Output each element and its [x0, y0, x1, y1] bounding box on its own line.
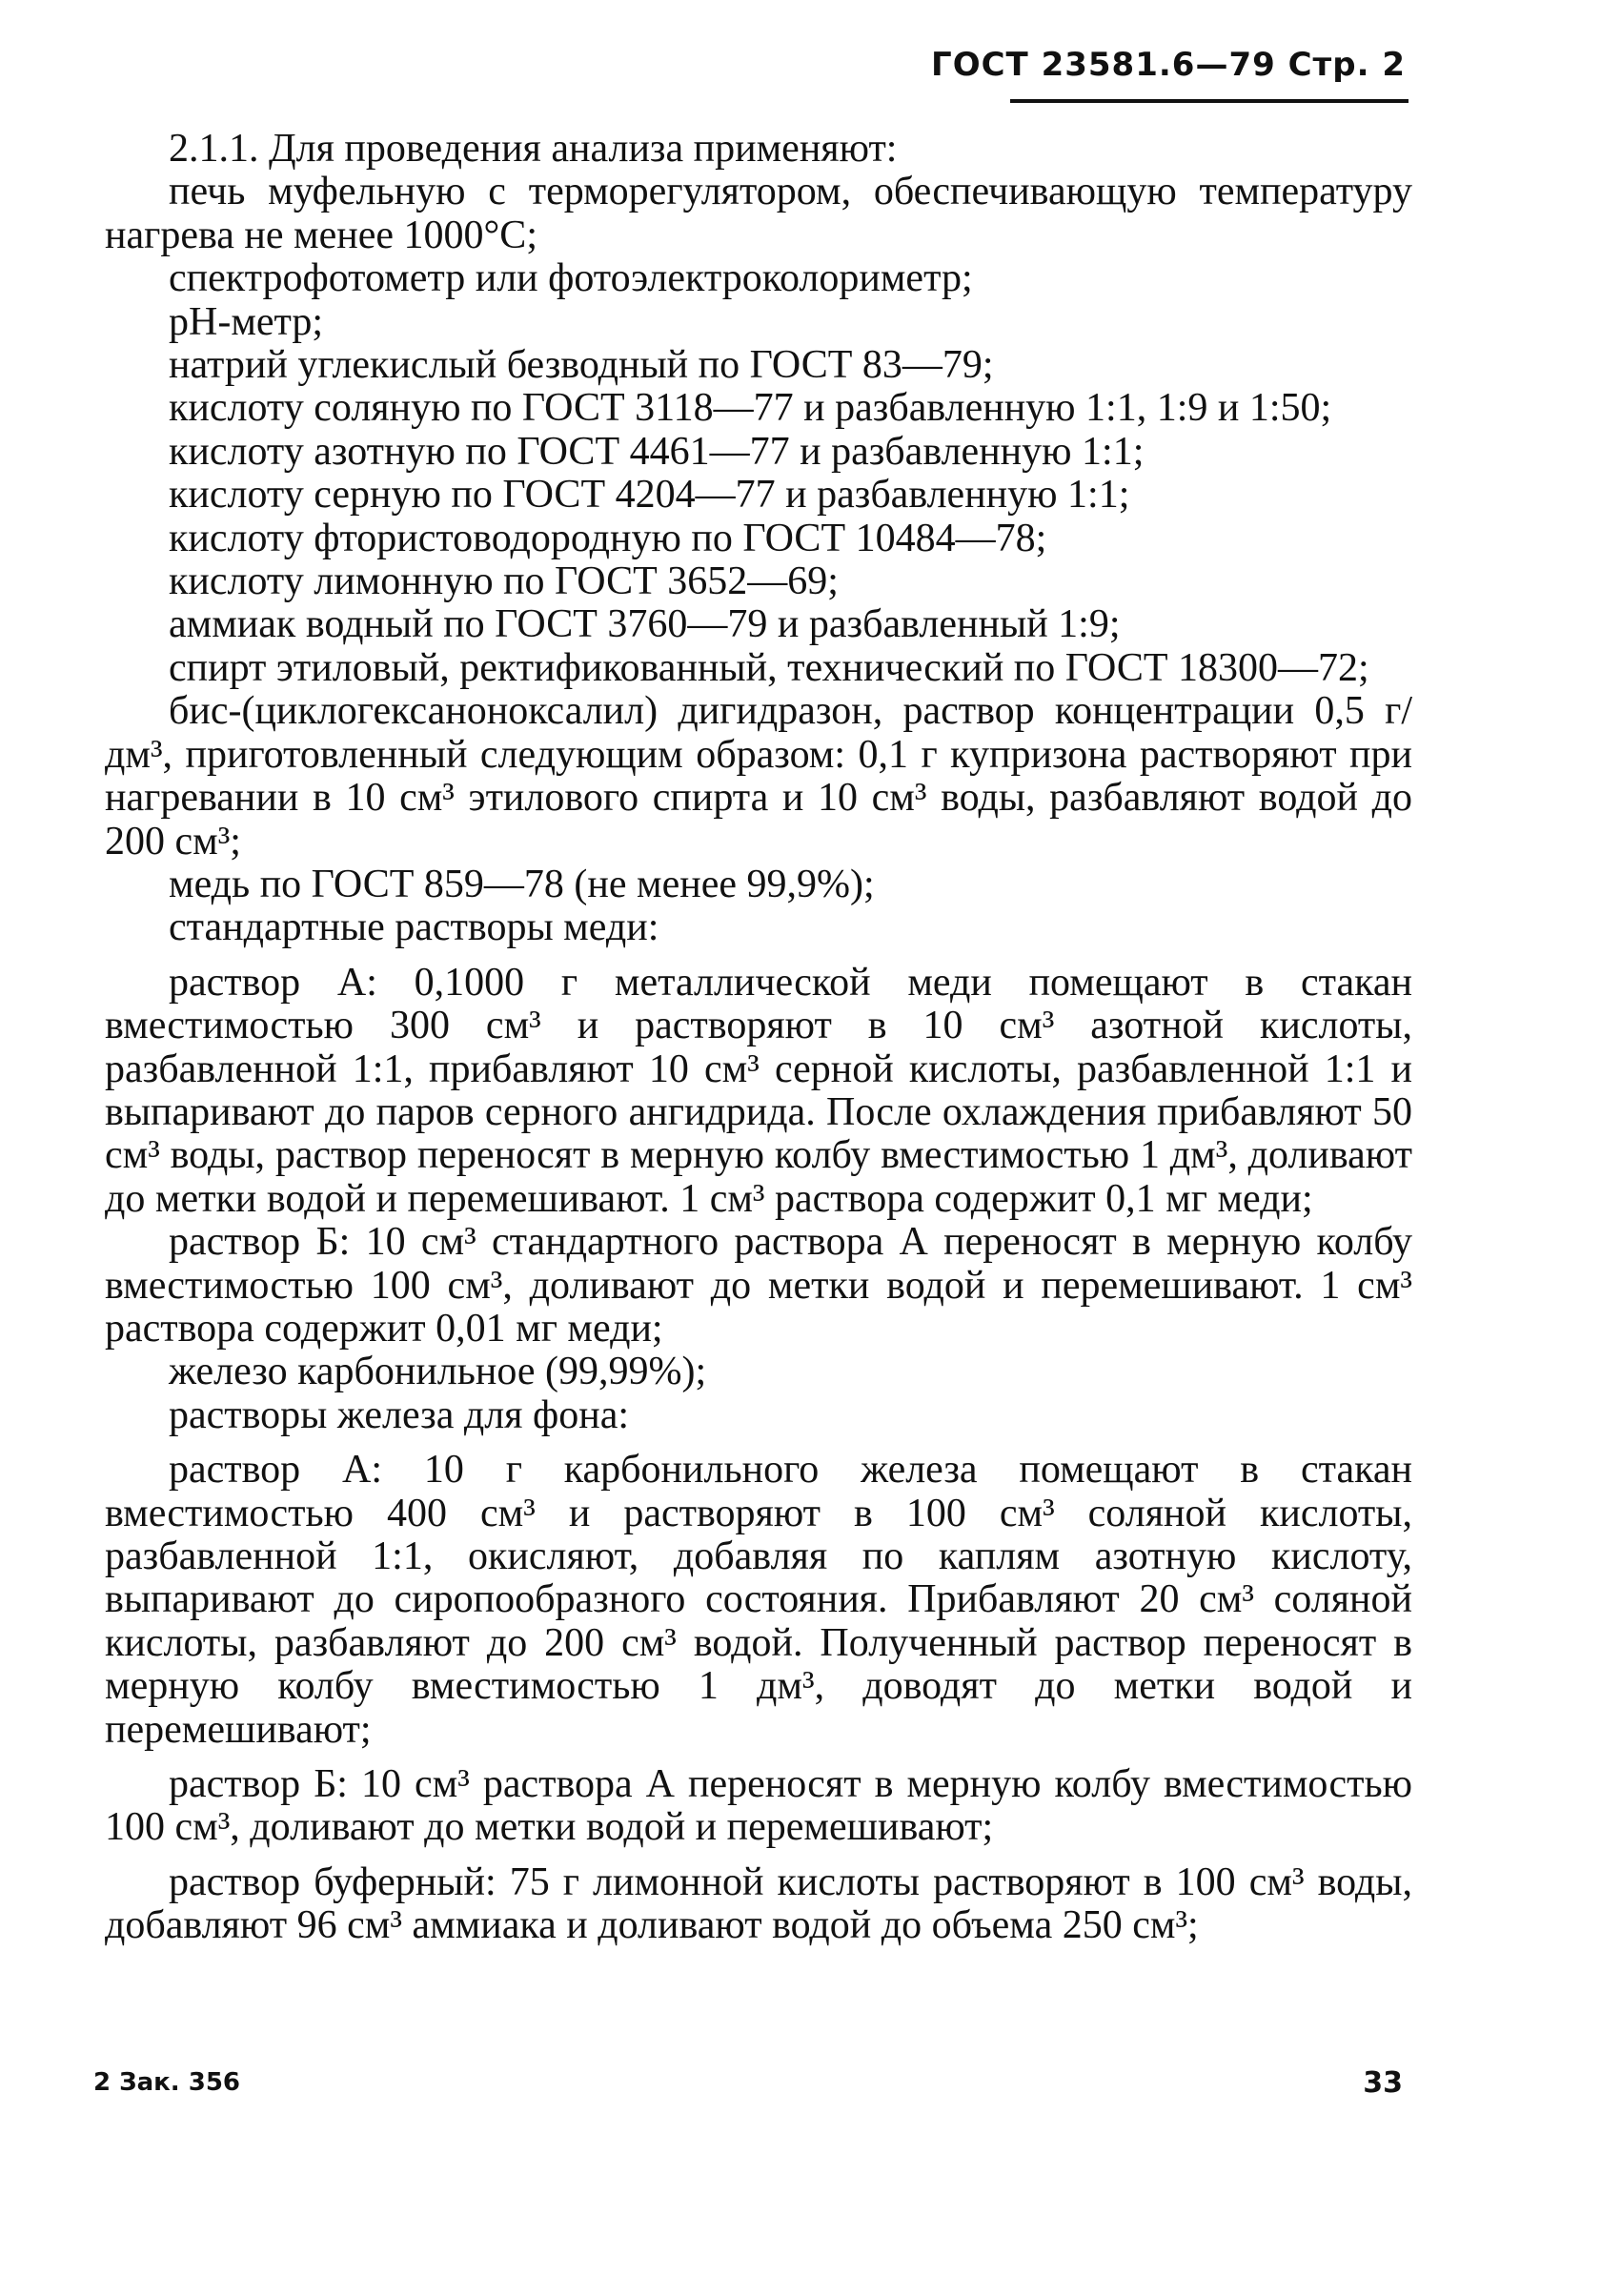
- list-item: аммиак водный по ГОСТ 3760—79 и разбавленный 1:9;: [169, 602, 1121, 647]
- list-item: спирт этиловый, ректификованный, технический по ГОСТ 18300—72;: [169, 645, 1369, 690]
- list-item: медь по ГОСТ 859—78 (не менее 99,9%);: [169, 862, 875, 906]
- running-header: ГОСТ 23581.6—79 Стр. 2: [931, 46, 1406, 84]
- list-item: рН-метр;: [169, 299, 324, 344]
- page-number: 33: [1363, 2066, 1403, 2100]
- list-item: кислоту азотную по ГОСТ 4461—77 и разбавленную 1:1;: [169, 429, 1145, 474]
- list-item: кислоту соляную по ГОСТ 3118—77 и разбавленную 1:1, 1:9 и 1:50;: [169, 386, 1332, 431]
- list-item: кислоту серную по ГОСТ 4204—77 и разбавленную 1:1;: [169, 473, 1130, 518]
- list-item: раствор А: 10 г карбонильного железа помещают в стакан вместимостью 400 см³ и растворяют в 100 см³ соляной кислоты, разбавленной 1:1, окисляют, добавляя по каплям азотную кислоту, выпаривают до сиропообразного состояния. Прибавляют 20 см³ соляной кислоты, разбавляют до 200 см³ водой. Полученный раствор переносят в мерную колбу вместимостью 1 дм³, доводят до метки водой и перемешивают;: [105, 1448, 1412, 1752]
- list-item: железо карбонильное (99,99%);: [169, 1350, 707, 1394]
- list-item: спектрофотометр или фотоэлектроколориметр;: [169, 256, 973, 301]
- document-body: [105, 128, 1412, 1948]
- list-item: растворы железа для фона:: [169, 1392, 629, 1437]
- header-rule: [1010, 99, 1408, 103]
- list-item: стандартные растворы меди:: [169, 905, 659, 950]
- list-item: печь муфельную с терморегулятором, обеспечивающую температуру нагрева не менее 1000°С;: [105, 170, 1412, 257]
- list-item: кислоту лимонную по ГОСТ 3652—69;: [169, 559, 839, 604]
- list-item: раствор Б: 10 см³ раствора А переносят в мерную колбу вместимостью 100 см³, доливают до метки водой и перемешивают;: [105, 1762, 1412, 1850]
- list-item: раствор А: 0,1000 г металлической меди помещают в стакан вместимостью 300 см³ и растворяют в 10 см³ азотной кислоты, разбавленной 1:1, прибавляют 10 см³ серной кислоты, разбавленной 1:1 и выпаривают до паров серного ангидрида. После охлаждения прибавляют 50 см³ воды, раствор переносят в мерную колбу вместимостью 1 дм³, доливают до метки водой и перемешивают. 1 см³ раствора содержит 0,1 мг меди;: [105, 960, 1412, 1221]
- list-item: раствор Б: 10 см³ стандартного раствора А переносят в мерную колбу вместимостью 100 см³, доливают до метки водой и перемешивают. 1 см³ раствора содержит 0,01 мг меди;: [105, 1220, 1412, 1351]
- print-order-mark: 2 Зак. 356: [93, 2068, 241, 2097]
- list-item: раствор буферный: 75 г лимонной кислоты растворяют в 100 см³ воды, добавляют 96 см³ аммиака и доливают водой до объема 250 см³;: [105, 1859, 1412, 1948]
- list-item: натрий углекислый безводный по ГОСТ 83—79;: [169, 343, 994, 388]
- clause-heading: 2.1.1. Для проведения анализа применяют:: [169, 127, 898, 171]
- list-item: бис-(циклогексаноноксалил) дигидразон, раствор концентрации 0,5 г/дм³, приготовленный следующим образом: 0,1 г купризона растворяют при нагревании в 10 см³ этилового спирта и 10 см³ воды, разбавляют водой до 200 см³;: [105, 689, 1412, 864]
- list-item: кислоту фтористоводородную по ГОСТ 10484—78;: [169, 516, 1047, 560]
